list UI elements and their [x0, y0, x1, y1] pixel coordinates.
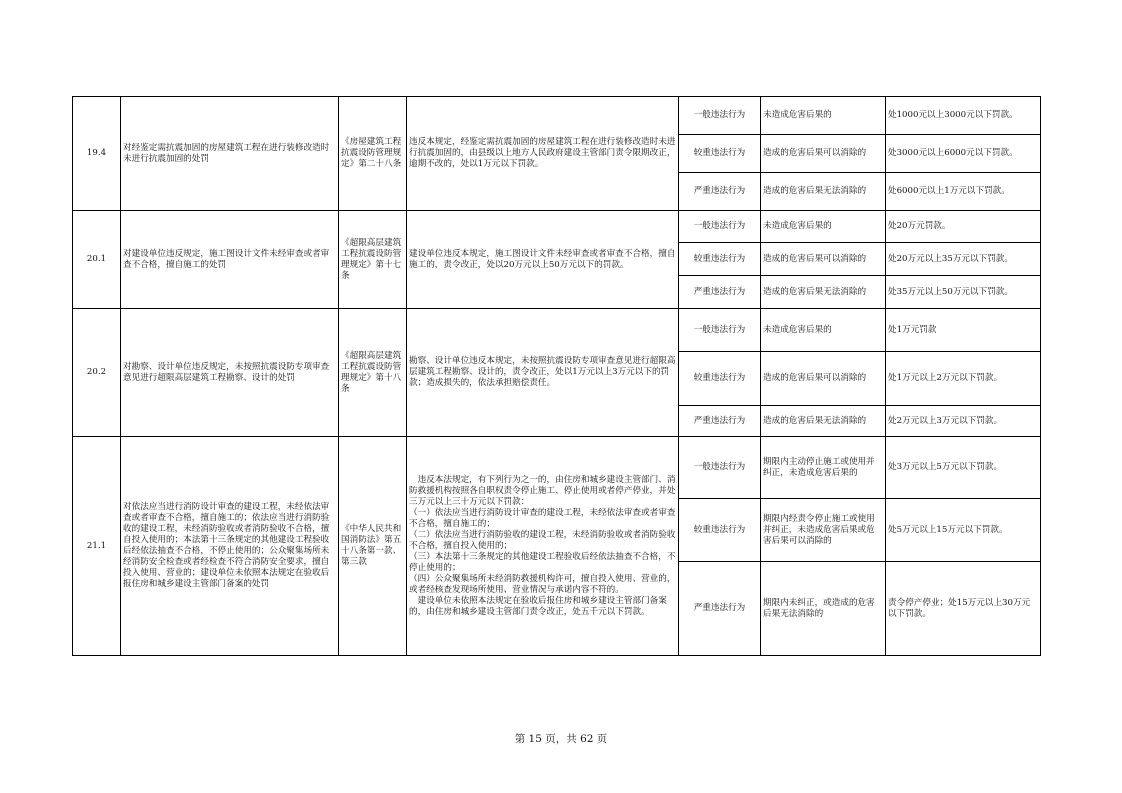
penalty-standard: 处6000元以上1万元以下罚款。	[886, 173, 1041, 211]
violation-circumstance: 造成的危害后果可以消除的	[761, 352, 886, 406]
violation-circumstance: 造成的危害后果可以消除的	[761, 243, 886, 276]
violation-level: 较重违法行为	[679, 352, 761, 406]
violation-item: 对勘察、设计单位违反规定，未按照抗震设防专项审查意见进行超限高层建筑工程勘察、设计的处罚	[121, 309, 339, 437]
penalty-provision: 违反本法规定，有下列行为之一的，由住房和城乡建设主管部门、消防救援机构按照各自职权责令停止施工、停止使用或者停产停业，并处三万元以上三十万元以下罚款： （一）依法应当进行消防设计审查的建设工程，未经依法审查或者审查不合格，擅自施工的； （二）依法应当进行消防验收的建设工程，未经消防验收或者消防验收不合格，擅自投入使用的； （三）本法第十三条规定的其他建设工程验收后经依法抽查不合格，不停止使用的； （四）公众聚集场所未经消防救援机构许可，擅自投入使用、营业的，或者经核查发现场所使用、营业情况与承诺内容不符的。 建设单位未依照本法规定在验收后报住房和城乡建设主管部门备案的，由住房和城乡建设主管部门责令改正，处五千元以下罚款。	[407, 437, 679, 656]
violation-level: 严重违法行为	[679, 276, 761, 309]
violation-circumstance: 未造成危害后果的	[761, 309, 886, 352]
violation-circumstance: 未造成危害后果的	[761, 97, 886, 135]
legal-basis: 《超限高层建筑工程抗震设防管理规定》第十七条	[339, 211, 407, 309]
penalty-standard: 处3000元以上6000元以下罚款。	[886, 135, 1041, 173]
penalty-standard: 处35万元以上50万元以下罚款。	[886, 276, 1041, 309]
penalty-standard: 处1万元罚款	[886, 309, 1041, 352]
violation-level: 一般违法行为	[679, 211, 761, 243]
violation-item: 对依法应当进行消防设计审查的建设工程，未经依法审查或者审查不合格，擅自施工的；依法应当进行消防验收的建设工程，未经消防验收或者消防验收不合格，擅自投入使用的；本法第十三条规定的其他建设工程验收后经依法抽查不合格，不停止使用的；公众聚集场所未经消防安全检查或者经检查不符合消防安全要求，擅自投入使用、营业的；建设单位未依照本法规定在验收后报住房和城乡建设主管部门备案的处罚	[121, 437, 339, 656]
violation-level: 较重违法行为	[679, 243, 761, 276]
penalty-standard: 责令停产停业；处15万元以上30万元以下罚款。	[886, 562, 1041, 656]
legal-basis: 《超限高层建筑工程抗震设防管理规定》第十八条	[339, 309, 407, 437]
row-number: 21.1	[73, 437, 121, 656]
penalty-standard: 处1万元以上2万元以下罚款。	[886, 352, 1041, 406]
violation-circumstance: 期限内主动停止施工或使用并纠正，未造成危害后果的	[761, 437, 886, 499]
penalty-standard: 处1000元以上3000元以下罚款。	[886, 97, 1041, 135]
legal-basis: 《中华人民共和国消防法》第五十八条第一款、第三款	[339, 437, 407, 656]
violation-level: 较重违法行为	[679, 499, 761, 562]
violation-item: 对经鉴定需抗震加固的房屋建筑工程在进行装修改造时未进行抗震加固的处罚	[121, 97, 339, 211]
violation-level: 严重违法行为	[679, 406, 761, 437]
penalty-provision: 建设单位违反本规定，施工图设计文件未经审查或者审查不合格，擅自施工的，责令改正，处以20万元以上50万元以下的罚款。	[407, 211, 679, 309]
violation-level: 一般违法行为	[679, 309, 761, 352]
table-row	[73, 309, 1041, 352]
violation-level: 严重违法行为	[679, 173, 761, 211]
violation-level: 较重违法行为	[679, 135, 761, 173]
row-number: 20.2	[73, 309, 121, 437]
violation-level: 严重违法行为	[679, 562, 761, 656]
violation-circumstance: 期限内经责令停止施工或使用并纠正，未造成危害后果或危害后果可以消除的	[761, 499, 886, 562]
violation-level: 一般违法行为	[679, 97, 761, 135]
penalty-standard: 处20万元以上35万元以下罚款。	[886, 243, 1041, 276]
table-row	[73, 437, 1041, 499]
legal-basis: 《房屋建筑工程抗震设防管理规定》第二十八条	[339, 97, 407, 211]
violation-circumstance: 造成的危害后果无法消除的	[761, 173, 886, 211]
penalty-standard: 处20万元罚款。	[886, 211, 1041, 243]
table-row	[73, 211, 1041, 243]
penalty-standard: 处5万元以上15万元以下罚款。	[886, 499, 1041, 562]
violation-circumstance: 期限内未纠正，或造成的危害后果无法消除的	[761, 562, 886, 656]
row-number: 20.1	[73, 211, 121, 309]
violation-level: 一般违法行为	[679, 437, 761, 499]
penalty-standard: 处3万元以上5万元以下罚款。	[886, 437, 1041, 499]
violation-circumstance: 造成的危害后果无法消除的	[761, 406, 886, 437]
violation-circumstance: 造成的危害后果无法消除的	[761, 276, 886, 309]
penalty-standard: 处2万元以上3万元以下罚款。	[886, 406, 1041, 437]
violation-item: 对建设单位违反规定，施工图设计文件未经审查或者审查不合格，擅自施工的处罚	[121, 211, 339, 309]
row-number: 19.4	[73, 97, 121, 211]
penalty-standards-table	[72, 96, 1041, 656]
violation-circumstance: 造成的危害后果可以消除的	[761, 135, 886, 173]
violation-circumstance: 未造成危害后果的	[761, 211, 886, 243]
table-row	[73, 97, 1041, 135]
penalty-provision: 勘察、设计单位违反本规定，未按照抗震设防专项审查意见进行超限高层建筑工程勘察、设计的，责令改正，处以1万元以上3万元以下的罚款；造成损失的，依法承担赔偿责任。	[407, 309, 679, 437]
page-number: 第 15 页，共 62 页	[514, 733, 608, 745]
penalty-provision: 违反本规定，经鉴定需抗震加固的房屋建筑工程在进行装修改造时未进行抗震加固的，由县级以上地方人民政府建设主管部门责令限期改正，逾期不改的，处以1万元以下罚款。	[407, 97, 679, 211]
